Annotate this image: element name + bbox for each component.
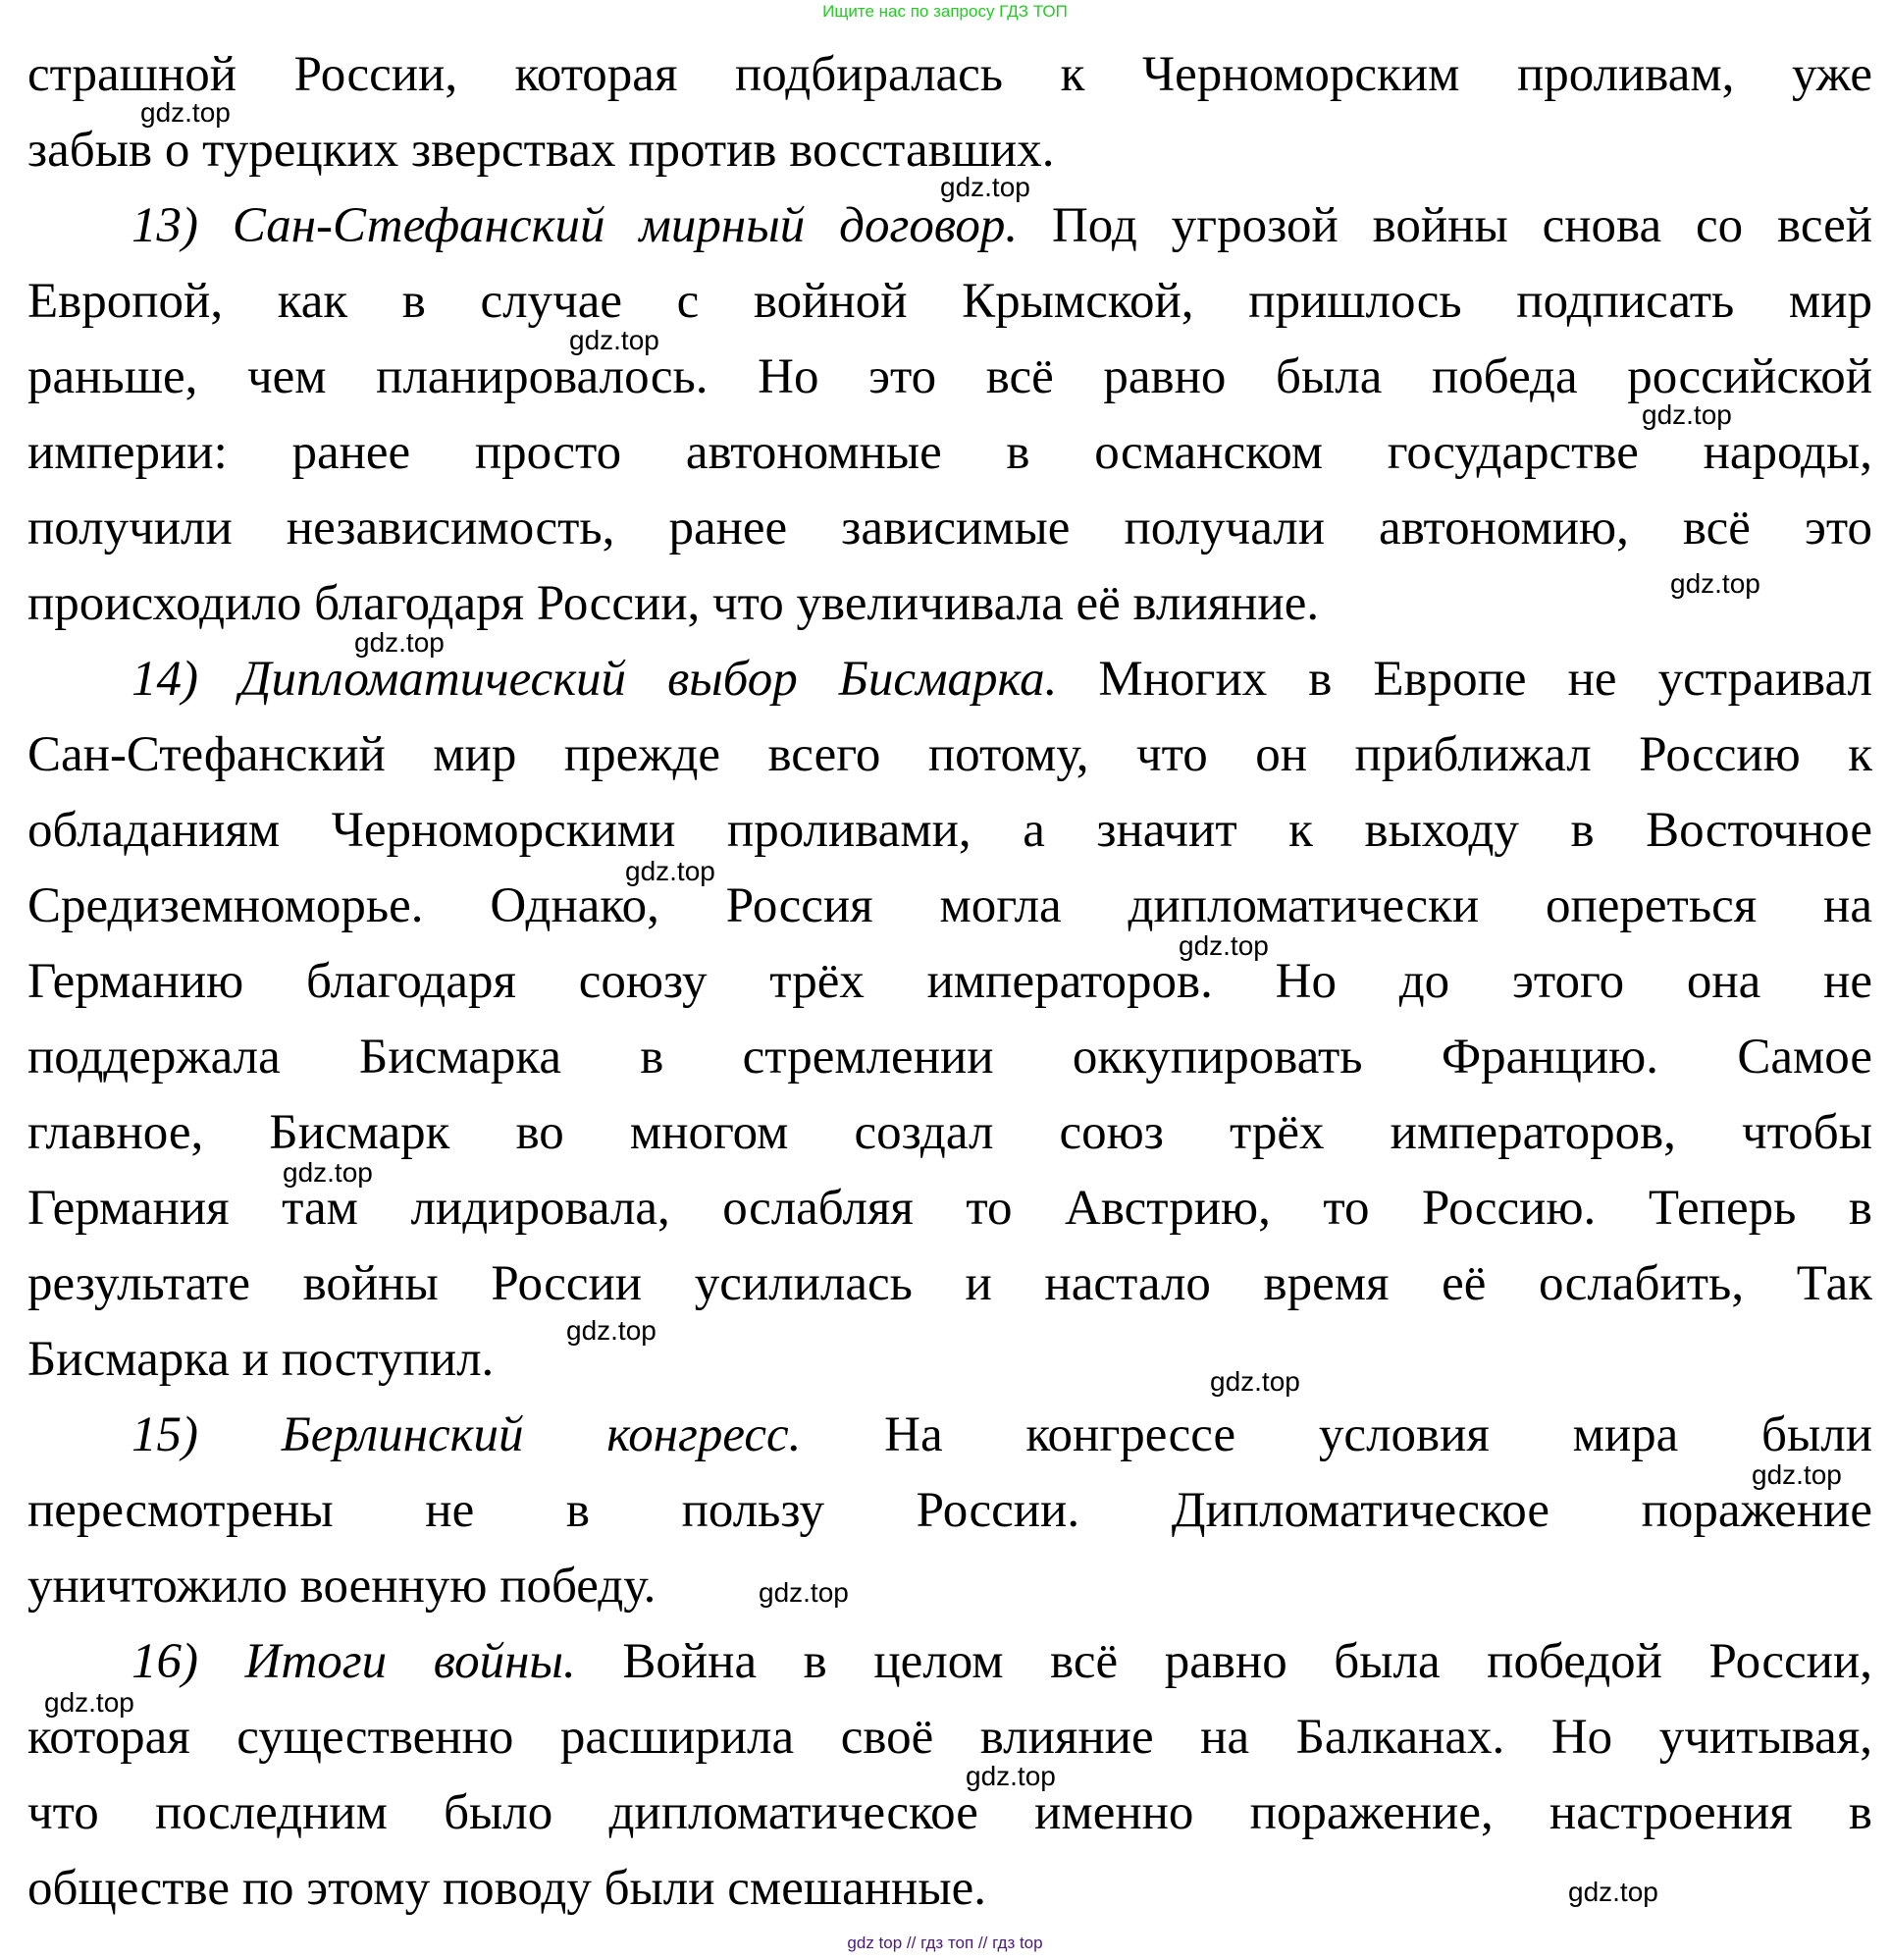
paragraph-first-line [131,1398,1872,1473]
text-line [27,415,1872,491]
text-line [27,1549,1872,1624]
text-line [27,491,1872,566]
watermark: gdz.top [1642,399,1732,430]
watermark: gdz.top [1568,1877,1658,1907]
line-text: получили независимость, ранее зависимые получали автономию, всё это [27,501,1872,556]
line-text: Война в целом всё равно была победой России, [575,1634,1872,1689]
line-text: обществе по этому поводу были смешанные. [27,1861,986,1916]
line-text: империи: ранее просто автономные в османском государстве народы, [27,425,1872,480]
watermark: gdz.top [566,1315,656,1346]
text-line [27,1473,1872,1549]
watermark: gdz.top [1752,1459,1842,1490]
line-text: которая существенно расширила своё влияние на Балканах. Но учитывая, [27,1710,1872,1765]
section-heading: 13) Сан-Стефанский мирный договор. [131,198,1019,253]
watermark: gdz.top [44,1687,134,1718]
text-line [27,1700,1872,1775]
section-heading: 16) Итоги войны. [131,1634,576,1689]
watermark: gdz.top [1210,1366,1300,1397]
text-line [27,340,1872,415]
line-text: главное, Бисмарк во многом создал союз трёх императоров, чтобы [27,1105,1872,1160]
line-text: что последним было дипломатическое именно поражение, настроения в [27,1785,1872,1840]
text-line [27,264,1872,340]
line-text: забыв о турецких зверствах против восставших. [27,123,1055,178]
line-text: Под угрозой войны снова со всей [1018,198,1873,253]
section-heading: 14) Дипломатический выбор Бисмарка. [131,652,1058,707]
line-text: Европой, как в случае с войной Крымской, пришлось подписать мир [27,274,1872,329]
line-text: Средиземноморье. Однако, Россия могла дипломатически опереться на [27,878,1872,933]
line-text: уничтожило военную победу. [27,1559,656,1614]
line-text: Многих в Европе не устраивал [1057,652,1872,707]
watermark: gdz.top [759,1577,849,1608]
text-line [27,944,1872,1020]
watermark: gdz.top [1670,568,1760,599]
watermark: gdz.top [625,856,715,886]
line-text: На конгрессе условия мира были [801,1407,1872,1462]
header-banner: Ищите нас по запросу ГДЗ ТОП [822,2,1068,21]
text-line [27,1246,1872,1322]
text-line [27,1020,1872,1095]
line-text: Бисмарка и поступил. [27,1332,495,1387]
line-text: страшной России, которая подбиралась к Черноморским проливам, уже [27,47,1872,102]
line-text: поддержала Бисмарка в стремлении оккупировать Францию. Самое [27,1030,1872,1085]
footer-banner: gdz top // гдз топ // гдз top [847,1934,1043,1952]
watermark: gdz.top [1179,930,1269,961]
watermark: gdz.top [140,97,231,128]
paragraph-first-line [131,1624,1872,1700]
watermark: gdz.top [283,1157,373,1188]
watermark: gdz.top [569,325,659,355]
text-line [27,717,1872,793]
text-line [27,793,1872,869]
text-line [27,869,1872,944]
text-line [27,37,1872,113]
section-heading: 15) Берлинский конгресс. [131,1407,802,1462]
line-text: пересмотрены не в пользу России. Дипломатическое поражение [27,1483,1872,1538]
line-text: результате войны России усилилась и настало время её ослабить, Так [27,1256,1872,1311]
text-line [27,566,1872,642]
line-text: Германия там лидировала, ослабляя то Австрию, то Россию. Теперь в [27,1181,1872,1236]
text-line [27,1775,1872,1851]
line-text: Сан-Стефанский мир прежде всего потому, что он приближал Россию к [27,727,1872,782]
watermark: gdz.top [354,627,445,658]
watermark: gdz.top [940,172,1030,202]
line-text: обладаниям Черноморскими проливами, а значит к выходу в Восточное [27,803,1872,858]
watermark: gdz.top [966,1761,1056,1791]
line-text: происходило благодаря России, что увеличивала её влияние. [27,576,1320,631]
text-line [27,1322,1872,1398]
line-text: раньше, чем планировалось. Но это всё равно была победа российской [27,349,1872,404]
line-text: Германию благодаря союзу трёх императоров. Но до этого она не [27,954,1872,1009]
